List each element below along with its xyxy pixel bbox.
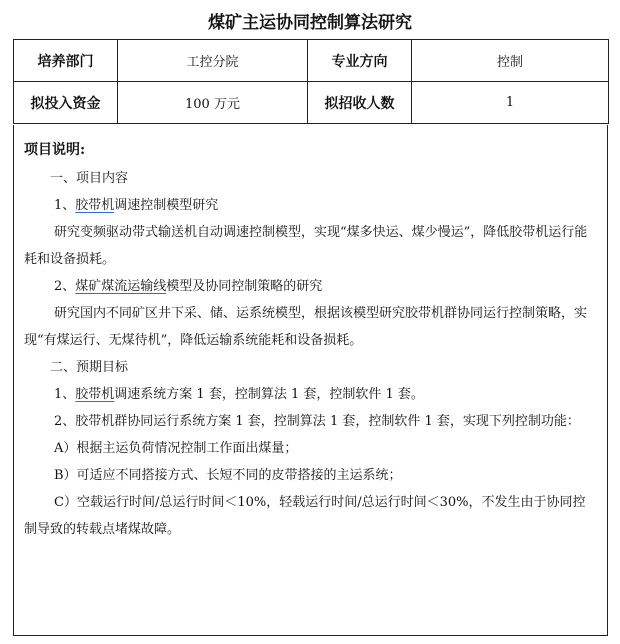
- table-row: [14, 82, 609, 124]
- project-info-table: [13, 39, 609, 124]
- goal-1: [24, 381, 597, 408]
- item-2-rest: 模型及协同控制策略的研究: [166, 279, 323, 294]
- direction-label: 专业方向: [308, 40, 412, 82]
- goal-1-prefix: 1、: [54, 387, 76, 402]
- item-2-prefix: 2、: [54, 279, 76, 294]
- function-b: B）可适应不同搭接方式、长短不同的皮带搭接的主运系统；: [54, 468, 402, 483]
- project-description-box: [13, 125, 608, 636]
- item-2-underlined: 煤矿煤流运输线: [75, 279, 167, 294]
- item-1-underlined: 胶带机: [75, 198, 115, 213]
- goal-1-underlined: 胶带机: [75, 387, 115, 402]
- department-label: 培养部门: [14, 40, 118, 82]
- function-c: C）空载运行时间/总运行时间＜10%，轻载运行时间/总运行时间＜30%，不发生由于协同控制导致的转载点堵煤故障。: [24, 495, 586, 537]
- description-heading: 项目说明:: [24, 142, 86, 158]
- funding-value: 100 万元: [118, 82, 308, 124]
- goal-2: 2、胶带机群协同运行系统方案 1 套，控制算法 1 套，控制软件 1 套，实现下列控制功能：: [54, 414, 580, 429]
- item-1-text: 研究变频驱动带式输送机自动调速控制模型，实现“煤多快运、煤少慢运”，降低胶带机运行能耗和设备损耗。: [24, 225, 588, 267]
- item-1-rest: 调速控制模型研究: [114, 198, 219, 213]
- direction-value: 控制: [412, 40, 609, 82]
- recruit-value: 1: [412, 82, 609, 124]
- item-1-prefix: 1、: [54, 198, 76, 213]
- table-row: [14, 40, 609, 82]
- function-a: A）根据主运负荷情况控制工作面出煤量；: [54, 441, 298, 456]
- page-title: 煤矿主运协同控制算法研究: [208, 13, 412, 33]
- section-title-goals: 二、预期目标: [50, 360, 129, 375]
- goal-1-rest: 调速系统方案 1 套，控制算法 1 套，控制软件 1 套。: [114, 387, 424, 402]
- item-1-title: [24, 192, 597, 219]
- funding-label: 拟投入资金: [14, 82, 118, 124]
- section-title-content: 一、项目内容: [50, 171, 129, 186]
- item-2-text: 研究国内不同矿区井下采、储、运系统模型，根据该模型研究胶带机群协同运行控制策略，实现“有煤运行、无煤待机”，降低运输系统能耗和设备损耗。: [24, 306, 588, 348]
- department-value: 工控分院: [118, 40, 308, 82]
- recruit-label: 拟招收人数: [308, 82, 412, 124]
- item-2-title: [24, 273, 597, 300]
